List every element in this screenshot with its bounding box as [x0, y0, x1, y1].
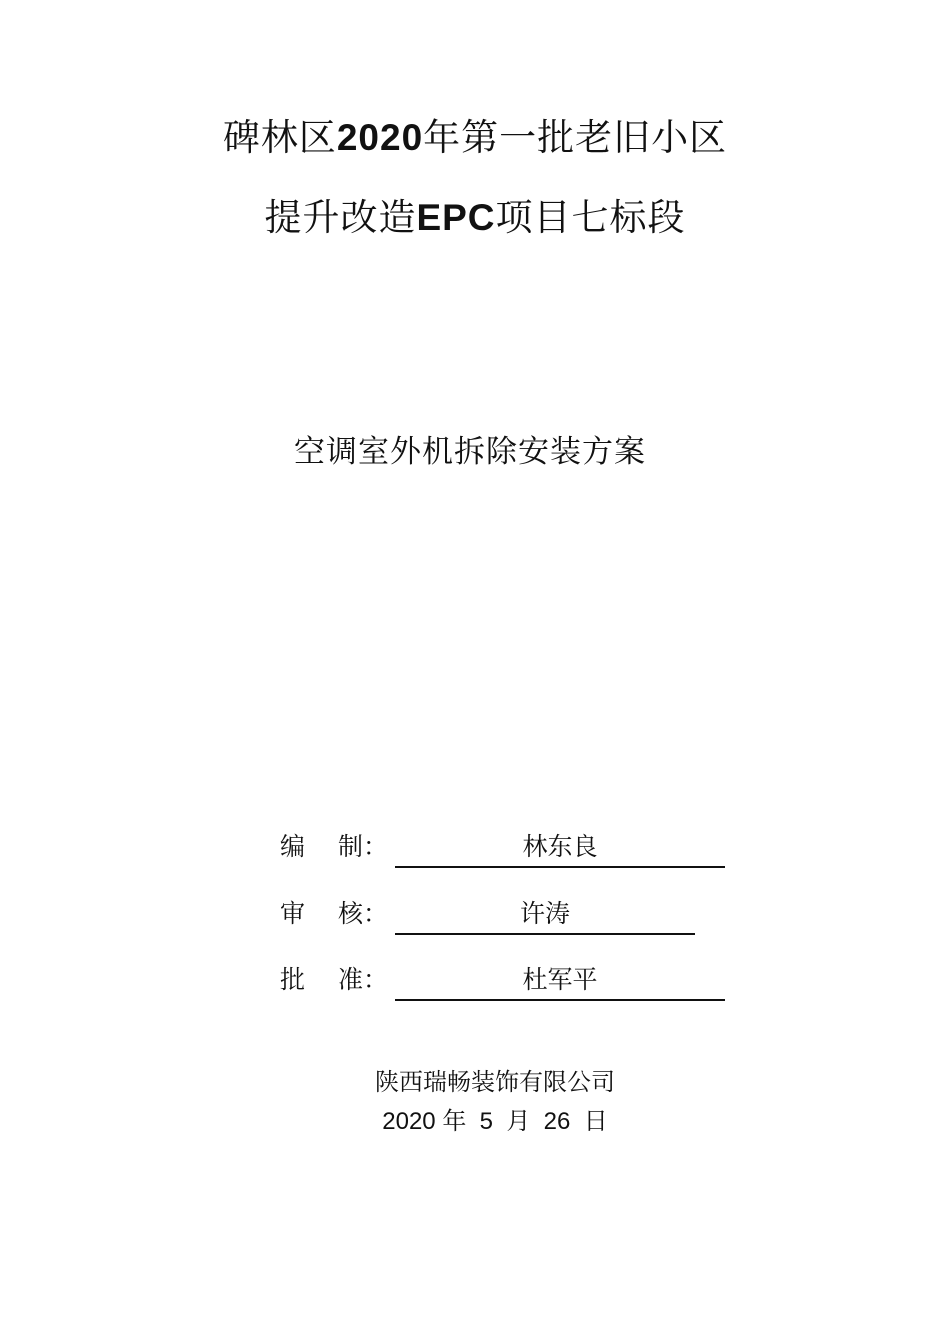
signoff-label-char1: 编 — [280, 832, 306, 861]
document-date: 2020 年 5 月 26 日 — [382, 1108, 608, 1135]
signoff-label-char2: 制： — [338, 832, 389, 861]
title-line-2 — [0, 196, 950, 240]
company-name: 陕西瑞畅装饰有限公司 — [375, 1068, 615, 1096]
title-line-1-prefix: 碑林区 — [222, 116, 337, 159]
title-line-2-suffix: 项目七标段 — [495, 196, 686, 239]
title-line-2-prefix: 提升改造 — [264, 196, 417, 239]
title-line-2-code: EPC — [416, 197, 496, 238]
title-line-1-suffix: 年第一批老旧小区 — [423, 116, 728, 159]
signoff-value: 杜军平 — [522, 965, 598, 994]
signoff-label-char1: 审 — [280, 899, 306, 928]
signoff-label-char2: 核： — [338, 899, 389, 928]
title-line-1 — [0, 116, 950, 160]
signoff-label-char2: 准： — [338, 965, 389, 994]
signoff-underline — [395, 999, 725, 1001]
signoff-value: 许涛 — [519, 899, 570, 928]
signoff-label-char1: 批 — [280, 965, 306, 994]
title-line-1-year: 2020 — [336, 117, 424, 158]
signoff-underline — [395, 933, 695, 935]
document-subtitle: 空调室外机拆除安装方案 — [294, 434, 646, 470]
signoff-underline — [395, 866, 725, 868]
signoff-value: 林东良 — [522, 832, 598, 861]
